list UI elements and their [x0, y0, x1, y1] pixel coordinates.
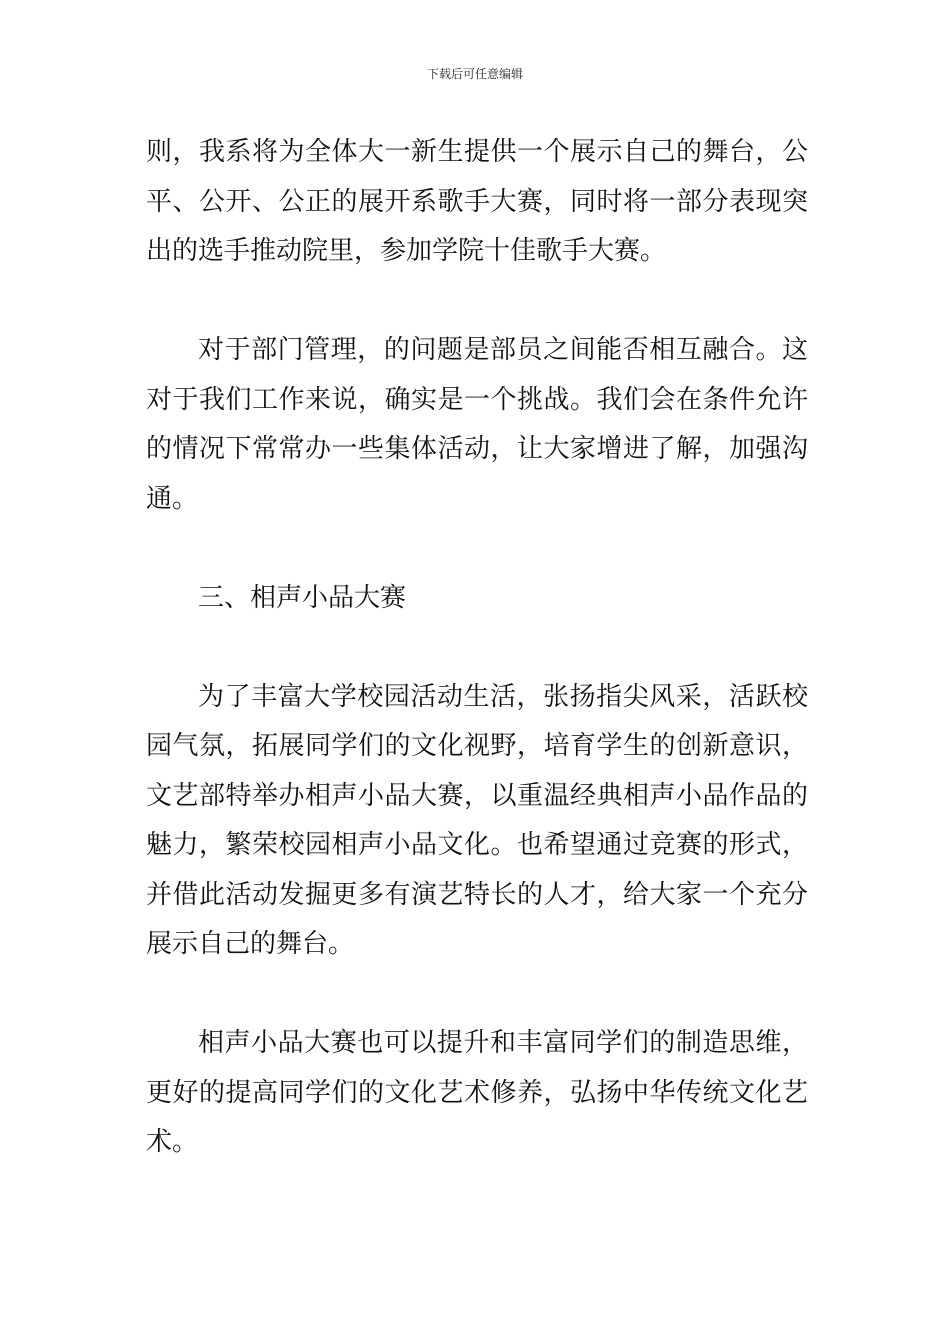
paragraph-spacer [146, 970, 808, 1020]
document-body [146, 128, 808, 1168]
paragraph-crosstalk-purpose: 为了丰富大学校园活动生活，张扬指尖风采，活跃校园气氛，拓展同学们的文化视野，培育学生的创新意识，文艺部特举办相声小品大赛，以重温经典相声小品作品的魅力，繁荣校园相声小品文化。也希望通过竞赛的形式，并借此活动发掘更多有演艺特长的人才，给大家一个充分展示自己的舞台。 [146, 681, 808, 959]
paragraph-department-management: 对于部门管理，的问题是部员之间能否相互融合。这对于我们工作来说，确实是一个挑战。我们会在条件允许的情况下常常办一些集体活动，让大家增进了解，加强沟通。 [146, 335, 808, 514]
paragraph-crosstalk-benefit: 相声小品大赛也可以提升和丰富同学们的制造思维，更好的提高同学们的文化艺术修养，弘扬中华传统文化艺术。 [146, 1028, 808, 1157]
paragraph-continuation: 则，我系将为全体大一新生提供一个展示自己的舞台，公平、公开、公正的展开系歌手大赛，同时将一部分表现突出的选手推动院里，参加学院十佳歌手大赛。 [146, 137, 808, 266]
page-header-note: 下载后可任意编辑 [426, 67, 523, 81]
paragraph-spacer [146, 277, 808, 327]
paragraph-spacer [146, 524, 808, 574]
paragraph-spacer [146, 623, 808, 673]
section-heading: 三、相声小品大赛 [198, 582, 407, 613]
